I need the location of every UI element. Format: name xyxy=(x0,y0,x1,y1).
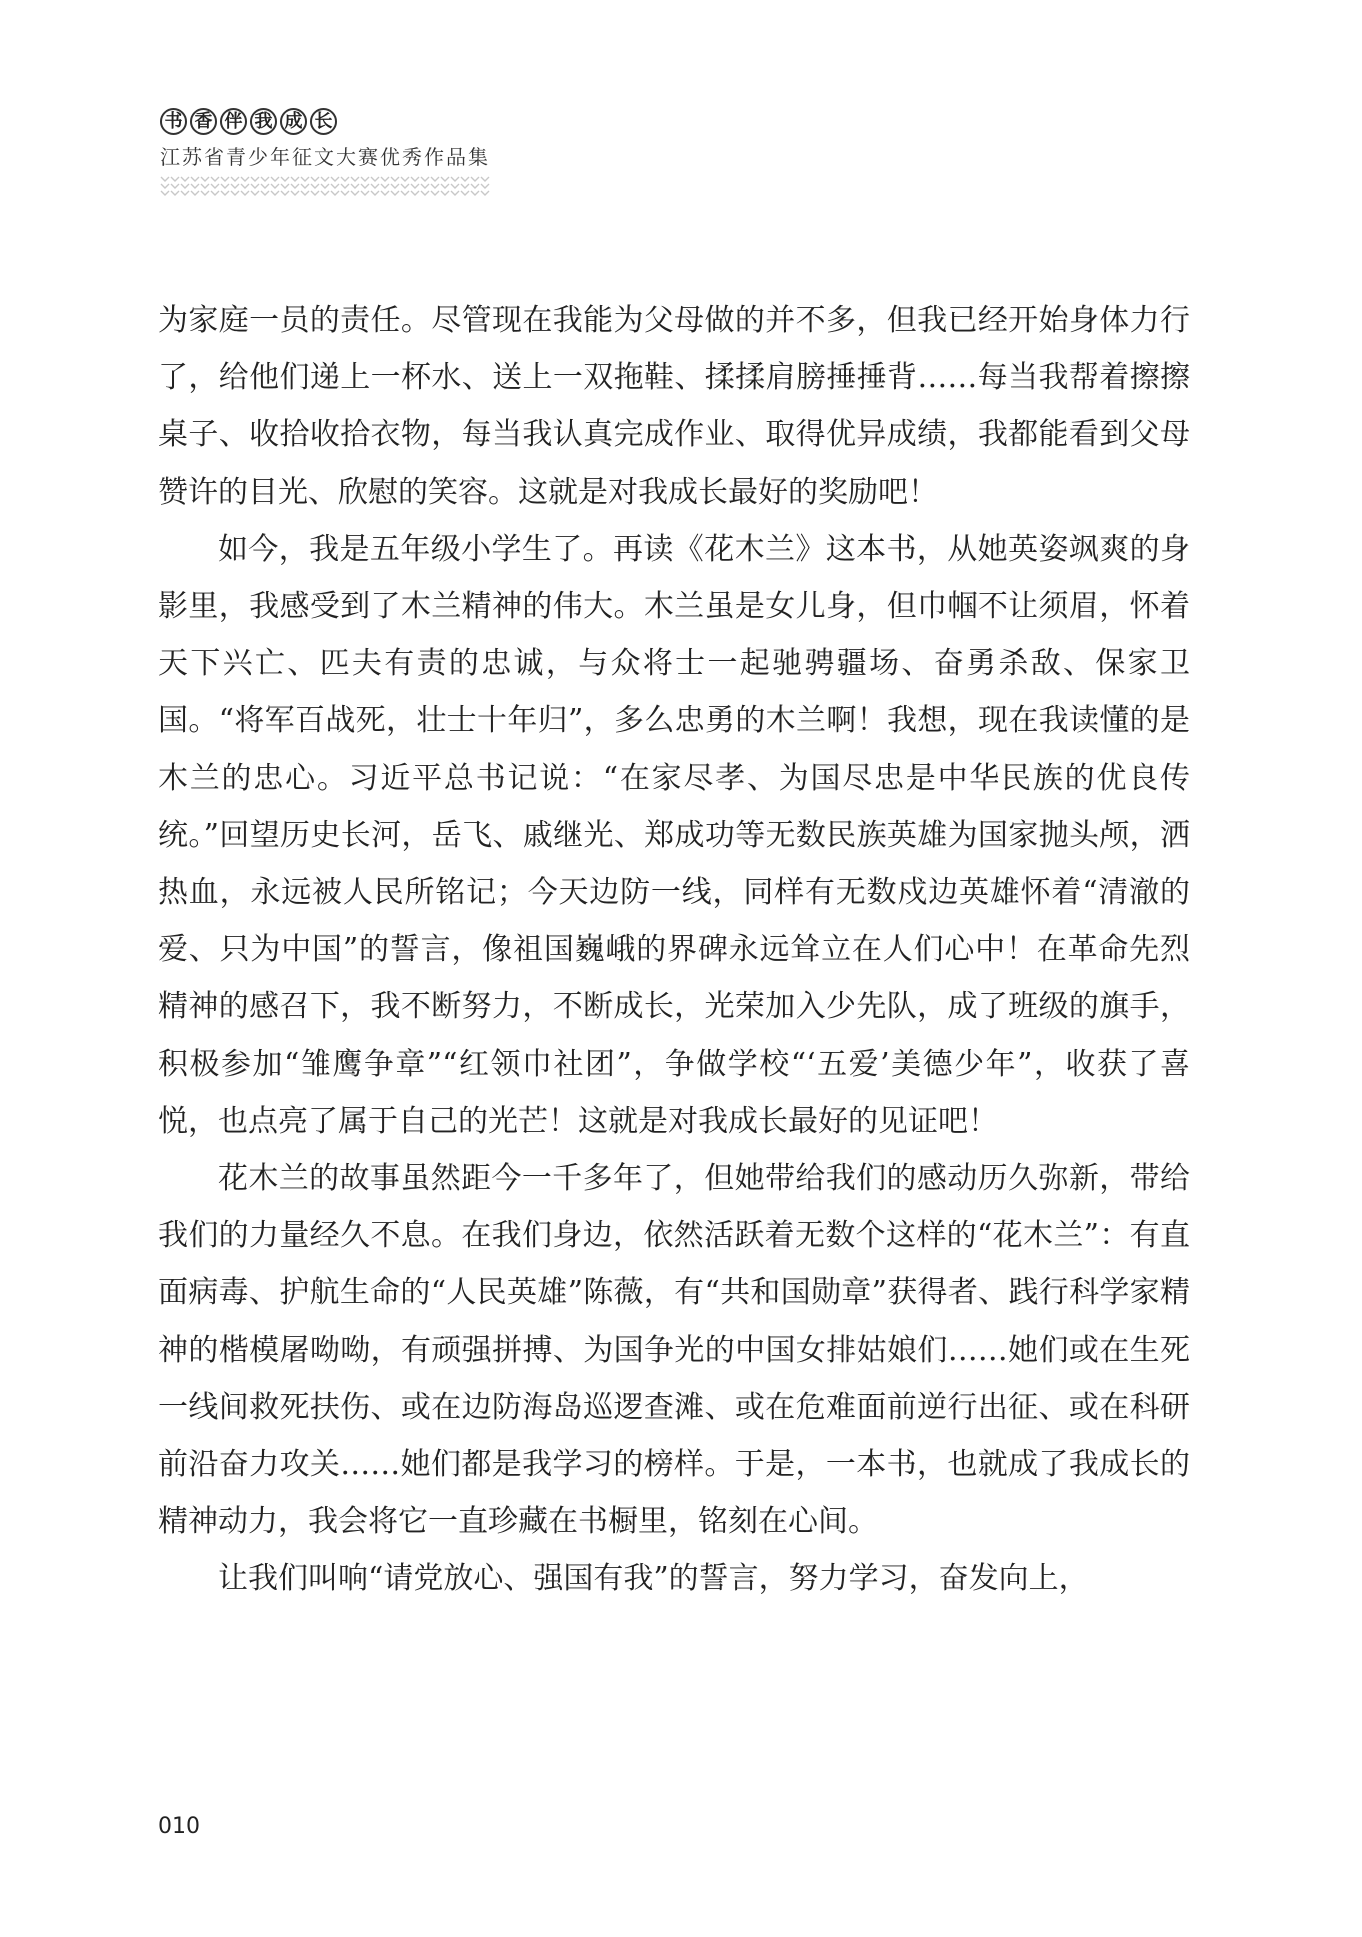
paragraph: 如今，我是五年级小学生了。再读《花木兰》这本书，从她英姿飒爽的身影里，我感受到了木兰精神的伟大。木兰虽是女儿身，但巾帼不让须眉，怀着天下兴亡、匹夫有责的忠诚，与众将士一起驰骋疆场、奋勇杀敌、保家卫国。“将军百战死，壮士十年归”，多么忠勇的木兰啊！我想，现在我读懂的是木兰的忠心。习近平总书记说：“在家尽孝、为国尽忠是中华民族的优良传统。”回望历史长河，岳飞、戚继光、郑成功等无数民族英雄为国家抛头颅，洒热血，永远被人民所铭记；今天边防一线，同样有无数戍边英雄怀着“清澈的爱、只为中国”的誓言，像祖国巍峨的界碑永远耸立在人们心中！在革命先烈精神的感召下，我不断努力，不断成长，光荣加入少先队，成了班级的旗手，积极参加“雏鹰争章”“红领巾社团”，争做学校“‘五爱’美德少年”，收获了喜悦，也点亮了属于自己的光芒！这就是对我成长最好的见证吧！ xyxy=(158,531,1190,1139)
paragraph: 花木兰的故事虽然距今一千多年了，但她带给我们的感动历久弥新，带给我们的力量经久不息。在我们身边，依然活跃着无数个这样的“花木兰”：有直面病毒、护航生命的“人民英雄”陈薇，有“共和国勋章”获得者、践行科学家精神的楷模屠呦呦，有顽强拼搏、为国争光的中国女排姑娘们……她们或在生死一线间救死扶伤、或在边防海岛巡逻查滩、或在危难面前逆行出征、或在科研前沿奋力攻关……她们都是我学习的榜样。于是，一本书，也就成了我成长的精神动力，我会将它一直珍藏在书橱里，铭刻在心间。 xyxy=(158,1161,1190,1540)
paragraph: 为家庭一员的责任。尽管现在我能为父母做的并不多，但我已经开始身体力行了，给他们递上一杯水、送上一双拖鞋、揉揉肩膀捶捶背……每当我帮着擦擦桌子、收拾收拾衣物，每当我认真完成作业、取得优异成绩，我都能看到父母赞许的目光、欣慰的笑容。这就是对我成长最好的奖励吧！ xyxy=(158,303,1190,510)
running-header xyxy=(160,108,495,198)
series-title-char: 长 xyxy=(310,108,337,135)
series-title xyxy=(160,108,495,135)
article-body xyxy=(158,292,1190,1608)
paragraph: 让我们叫响“请党放心、强国有我”的誓言，努力学习，奋发向上， xyxy=(218,1561,1089,1597)
series-title-char: 香 xyxy=(190,108,217,135)
series-title-char: 书 xyxy=(160,108,187,135)
series-subtitle: 江苏省青少年征文大赛优秀作品集 xyxy=(160,145,490,169)
chevron-ornament xyxy=(160,176,490,198)
series-title-char: 伴 xyxy=(220,108,247,135)
series-title-char: 成 xyxy=(280,108,307,135)
series-title-char: 我 xyxy=(250,108,277,135)
page-number: 010 xyxy=(158,1814,200,1839)
